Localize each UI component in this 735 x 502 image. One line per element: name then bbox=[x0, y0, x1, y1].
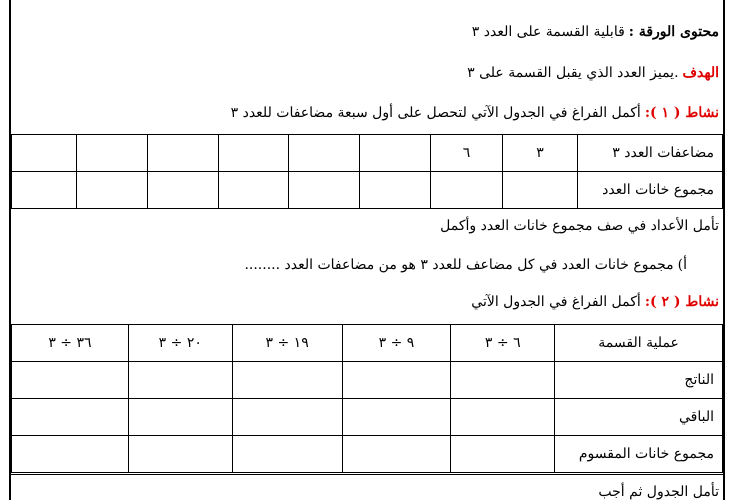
table-cell[interactable] bbox=[451, 362, 555, 399]
activity1-instruction: أكمل الفراغ في الجدول الآتي لتحصل على أول سبعة مضاعفات للعدد ٣ bbox=[230, 105, 641, 121]
table-row bbox=[12, 362, 723, 399]
column-header: ٢٠ ÷ ٣ bbox=[128, 325, 232, 362]
activity2-label: نشاط ( ٢ ): bbox=[644, 294, 719, 310]
table-cell[interactable] bbox=[12, 362, 129, 399]
footer-text: تأمل الجدول ثم أجب bbox=[598, 484, 719, 500]
table-cell[interactable] bbox=[451, 399, 555, 436]
section-divider bbox=[9, 474, 725, 475]
table-row bbox=[12, 172, 723, 209]
table-cell[interactable] bbox=[342, 362, 451, 399]
item-marker: أ) bbox=[677, 257, 687, 273]
column-header: عملية القسمة bbox=[555, 325, 723, 362]
item-text: مجموع خانات العدد في كل مضاعف للعدد ٣ هو من مضاعفات العدد ........ bbox=[244, 257, 674, 273]
worksheet-title bbox=[472, 22, 719, 42]
table-header-row bbox=[12, 325, 723, 362]
reflection1-item bbox=[244, 255, 687, 275]
activity1-heading bbox=[231, 103, 719, 123]
table-cell[interactable] bbox=[147, 172, 218, 209]
table-cell[interactable] bbox=[342, 436, 451, 473]
table-cell[interactable] bbox=[232, 362, 342, 399]
table-cell[interactable] bbox=[12, 135, 77, 172]
activity2-heading bbox=[471, 292, 719, 312]
title-label: محتوى الورقة : bbox=[628, 24, 719, 40]
table-cell[interactable] bbox=[128, 399, 232, 436]
table-row bbox=[12, 399, 723, 436]
title-value: قابلية القسمة على العدد ٣ bbox=[471, 24, 625, 40]
table-cell[interactable] bbox=[12, 172, 77, 209]
table-row bbox=[12, 436, 723, 473]
table-cell[interactable] bbox=[218, 172, 288, 209]
table-cell[interactable] bbox=[218, 135, 288, 172]
table-cell[interactable]: ٣ bbox=[502, 135, 577, 172]
table-cell[interactable] bbox=[232, 436, 342, 473]
goal-dot: . bbox=[674, 65, 679, 81]
row-header: مجموع خانات العدد bbox=[578, 172, 723, 209]
division-table bbox=[11, 324, 723, 473]
table-cell[interactable] bbox=[288, 172, 360, 209]
table-cell[interactable] bbox=[12, 436, 129, 473]
table-cell[interactable] bbox=[288, 135, 360, 172]
table-cell[interactable] bbox=[76, 172, 147, 209]
table-cell[interactable] bbox=[128, 362, 232, 399]
goal-line bbox=[467, 63, 719, 83]
column-header: ٣٦ ÷ ٣ bbox=[12, 325, 129, 362]
goal-label: الهدف bbox=[682, 65, 719, 81]
table-cell[interactable] bbox=[147, 135, 218, 172]
row-header: الناتج bbox=[555, 362, 723, 399]
table-cell[interactable] bbox=[232, 399, 342, 436]
table-cell[interactable] bbox=[128, 436, 232, 473]
table-cell[interactable] bbox=[451, 436, 555, 473]
row-header: مضاعفات العدد ٣ bbox=[578, 135, 723, 172]
column-header: ١٩ ÷ ٣ bbox=[232, 325, 342, 362]
table-cell[interactable] bbox=[76, 135, 147, 172]
activity1-label: نشاط ( ١ ): bbox=[644, 105, 719, 121]
table-cell[interactable] bbox=[360, 135, 431, 172]
row-header: مجموع خانات المقسوم bbox=[555, 436, 723, 473]
table-cell[interactable] bbox=[342, 399, 451, 436]
table-cell[interactable] bbox=[431, 172, 503, 209]
column-header: ٦ ÷ ٣ bbox=[451, 325, 555, 362]
table-cell[interactable] bbox=[12, 399, 129, 436]
table-cell[interactable] bbox=[502, 172, 577, 209]
goal-text: يميز العدد الذي يقبل القسمة على ٣ bbox=[467, 65, 675, 81]
page-border-right bbox=[723, 0, 725, 500]
table-cell[interactable] bbox=[360, 172, 431, 209]
row-header: الباقي bbox=[555, 399, 723, 436]
table-cell[interactable]: ٦ bbox=[431, 135, 503, 172]
column-header: ٩ ÷ ٣ bbox=[342, 325, 451, 362]
table-row bbox=[12, 135, 723, 172]
activity2-instruction: أكمل الفراغ في الجدول الآتي bbox=[471, 294, 641, 310]
reflection1-text: تأمل الأعداد في صف مجموع خانات العدد وأكمل bbox=[440, 218, 719, 234]
multiples-table bbox=[11, 134, 723, 209]
